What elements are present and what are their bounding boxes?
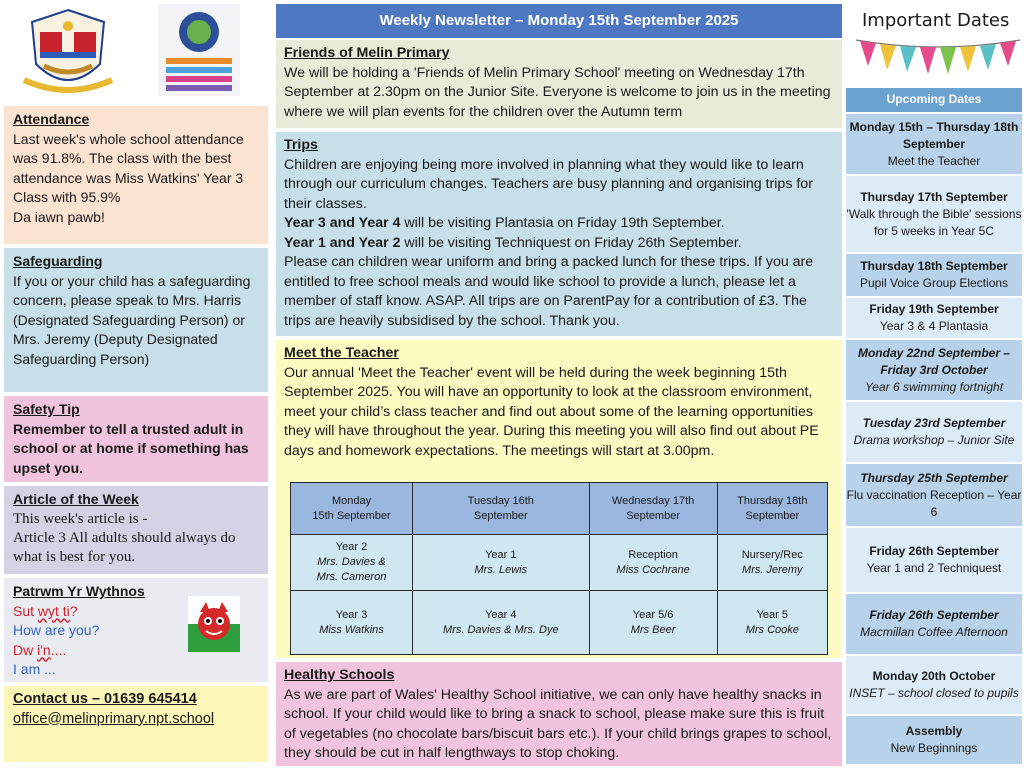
attendance-body: Last week's whole school attendance was 91.8%. The class with the best attendance was Miss Watkins' Year 3 Class with 95.9% (13, 130, 244, 205)
table-cell: Year 2 Mrs. Davies & Mrs. Cameron (291, 535, 413, 591)
article-intro: This week's article is - (13, 510, 148, 527)
date-item: Thursday 18th September Pupil Voice Group Elections (846, 254, 1022, 298)
bunting-icon (856, 36, 1020, 82)
values-logo-icon (158, 4, 240, 96)
meet-heading: Meet the Teacher (284, 345, 399, 361)
welsh-dragon-icon (188, 596, 240, 652)
table-cell: Year 5 Mrs Cooke (717, 591, 827, 655)
meet-teacher-table (290, 482, 828, 655)
patrwm-welsh-answer: Dw i'n.... (13, 641, 67, 658)
attendance-panel (4, 106, 268, 244)
friends-panel (276, 40, 842, 128)
contact-panel (4, 686, 268, 762)
article-panel (4, 486, 268, 574)
upcoming-dates-label: Upcoming Dates (846, 88, 1022, 112)
date-item: Monday 15th – Thursday 18th September Meet the Teacher (846, 114, 1022, 176)
attendance-welsh: Da iawn pawb! (13, 208, 105, 225)
friends-body: We will be holding a 'Friends of Melin Primary School' meeting on Wednesday 17th September at 2.30pm on the Junior Site. Everyone is welcome to join us in the meeting where we will plan events for the children over the Autumn term (284, 64, 831, 120)
table-header-cell: Monday 15th September (291, 483, 413, 535)
table-header-row (291, 483, 828, 535)
healthy-body: As we are part of Wales' Healthy School initiative, we can only have healthy snacks in school. If your child would like to bring a snack to school, please make sure this is fruit of vegetables (no chocolate bars/biscuit bars etc.). If your child brings grapes to school, they should be cut in half lengthways to stop choking. (284, 686, 832, 761)
date-item: Monday 20th October INSET – school closed to pupils (846, 656, 1022, 716)
date-item: Monday 22nd September – Friday 3rd October Year 6 swimming fortnight (846, 340, 1022, 402)
patrwm-english-answer: I am ... (13, 661, 56, 677)
table-cell: Year 4 Mrs. Davies & Mrs. Dye (413, 591, 590, 655)
date-item: Thursday 17th September 'Walk through the Bible' sessions for 5 weeks in Year 5C (846, 176, 1022, 254)
trips-intro: Children are enjoying being more involved in planning what they would like to learn through our curriculum changes. Teachers are busy planning and organising trips for their classes. (284, 156, 813, 212)
trips-year34: Year 3 and Year 4 will be visiting Plantasia on Friday 19th September. (284, 215, 725, 231)
trips-outro: Please can children wear uniform and bring a packed lunch for these trips. If you are entitled to free school meals and would like school to provide a lunch, please let a member of staff know. ASAP. All trips are on ParentPay for a contribution of £3. The trips are heavily subsidised by the school. Thank you. (284, 254, 814, 329)
date-item: Assembly New Beginnings (846, 716, 1022, 766)
friends-heading: Friends of Melin Primary (284, 45, 450, 61)
table-row (291, 535, 828, 591)
table-cell: Nursery/Rec Mrs. Jeremy (717, 535, 827, 591)
safeguarding-body: If you or your child has a safeguarding concern, please speak to Mrs. Harris (Designated Safeguarding Person) or Mrs. Jeremy (Deputy Designated Safeguarding Person) (13, 272, 251, 367)
article-heading: Article of the Week (13, 491, 139, 507)
contact-phone[interactable]: Contact us – 01639 645414 (13, 691, 197, 707)
important-dates-title: Important Dates (862, 10, 1010, 31)
table-header-cell: Thursday 18th September (717, 483, 827, 535)
date-item: Friday 26th September Year 1 and 2 Techniquest (846, 528, 1022, 594)
table-header-cell: Tuesday 16th September (413, 483, 590, 535)
healthy-schools-panel (276, 662, 842, 766)
contact-email-link[interactable]: office@melinprimary.npt.school (13, 710, 215, 727)
important-dates-header (848, 2, 1022, 86)
table-cell: Reception Miss Cochrane (589, 535, 717, 591)
date-item: Friday 26th September Macmillan Coffee Afternoon (846, 594, 1022, 656)
table-cell: Year 1 Mrs. Lewis (413, 535, 590, 591)
safety-tip-body: Remember to tell a trusted adult in school or at home if something has upset you. (13, 420, 249, 476)
article-text: Article 3 All adults should always do what is best for you. (13, 529, 236, 565)
healthy-heading: Healthy Schools (284, 667, 395, 683)
trips-year12: Year 1 and Year 2 will be visiting Techniquest on Friday 26th September. (284, 234, 742, 251)
safeguarding-heading: Safeguarding (13, 253, 103, 269)
attendance-heading: Attendance (13, 111, 90, 127)
trips-heading: Trips (284, 137, 318, 153)
safety-tip-heading: Safety Tip (13, 401, 80, 417)
school-logo-icon (18, 4, 118, 100)
table-header-cell: Wednesday 17th September (589, 483, 717, 535)
date-item: Tuesday 23rd September Drama workshop – Junior Site (846, 402, 1022, 464)
table-cell: Year 5/6 Mrs Beer (589, 591, 717, 655)
patrwm-heading: Patrwm Yr Wythnos (13, 583, 145, 599)
newsletter-title: Weekly Newsletter – Monday 15th September 2025 (276, 4, 842, 38)
safety-tip-panel (4, 396, 268, 482)
table-row (291, 591, 828, 655)
date-item: Friday 19th September Year 3 & 4 Plantasia (846, 298, 1022, 340)
table-cell: Year 3 Miss Watkins (291, 591, 413, 655)
patrwm-welsh-question: Sut wyt ti? (13, 602, 78, 619)
patrwm-english-question: How are you? (13, 622, 100, 638)
trips-panel (276, 132, 842, 336)
meet-body: Our annual 'Meet the Teacher' event will be held during the week beginning 15th September 2025. You will have an opportunity to look at the classroom environment, meet your child’s class teacher and find out about some of the learning opportunities they will have throughout the year. During this meeting you will also find out about PE days and homework expectations. The meetings will start at 3.00pm. (284, 364, 819, 459)
safeguarding-panel (4, 248, 268, 392)
date-item: Thursday 25th September Flu vaccination Reception – Year 6 (846, 464, 1022, 528)
